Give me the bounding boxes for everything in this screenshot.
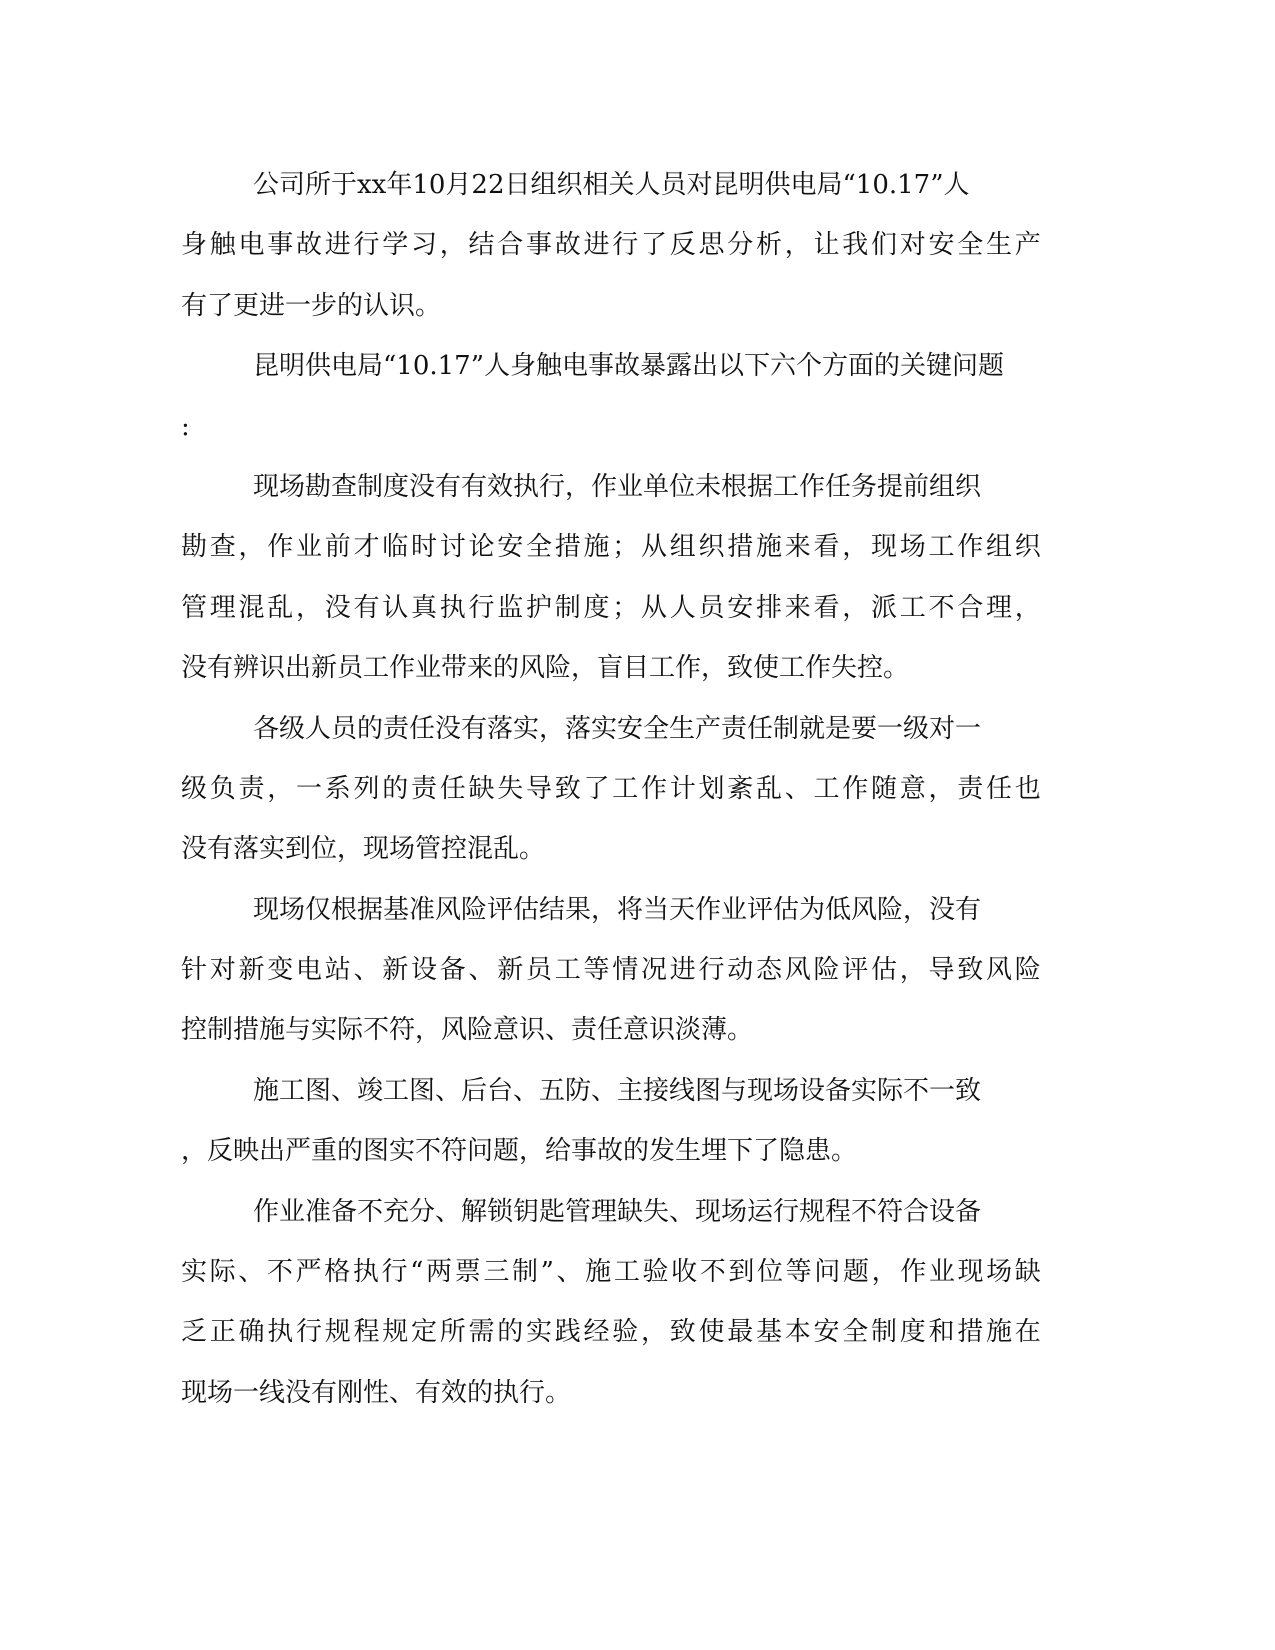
text-line: 有了更进一步的认识。: [181, 290, 442, 321]
text-line: 没有落实到位，现场管控混乱。: [181, 834, 546, 865]
document-body: [181, 155, 1041, 1423]
text-line: 实 际 、 不 严 格 执 行 “ 两 票 三 制 ” 、 施 工 验 收 不 到 位 等 问 题 ， 作 业 现 场 缺: [181, 1257, 1041, 1288]
paragraph: [181, 336, 1041, 457]
text-line: 施工图、竣工图、后台、五防、主接线图与现场设备实际不一致: [253, 1075, 982, 1106]
text-line: 控制措施与实际不符，风险意识、责任意识淡薄。: [181, 1015, 754, 1046]
text-line: 乏 正 确 执 行 规 程 规 定 所 需 的 实 践 经 验 ， 致 使 最 基 本 安 全 制 度 和 措 施 在: [181, 1317, 1041, 1348]
text-line: 各级人员的责任没有落实，落实安全生产责任制就是要一级对一: [253, 713, 982, 744]
text-line: 昆明供电局“10.17”人身触电事故暴露出以下六个方面的关键问题: [253, 351, 1005, 382]
text-line: 现场一线没有刚性、有效的执行。: [181, 1377, 572, 1408]
text-line: 级 负 责 ， 一 系 列 的 责 任 缺 失 导 致 了 工 作 计 划 紊 乱 、 工 作 随 意 ， 责 任 也: [181, 773, 1041, 804]
text-line: :: [181, 411, 190, 442]
paragraph: [181, 1182, 1041, 1424]
paragraph: [181, 699, 1041, 880]
text-line: 作业准备不充分、解锁钥匙管理缺失、现场运行规程不符合设备: [253, 1196, 982, 1227]
paragraph: [181, 880, 1041, 1061]
text-line: 现场勘查制度没有有效执行，作业单位未根据工作任务提前组织: [253, 471, 982, 502]
text-line: 现场仅根据基准风险评估结果，将当天作业评估为低风险，没有: [253, 894, 982, 925]
paragraph: [181, 1061, 1041, 1182]
text-line: 针 对 新 变 电 站 、 新 设 备 、 新 员 工 等 情 况 进 行 动 态 风 险 评 估 ， 导 致 风 险: [181, 955, 1041, 986]
text-line: ，反映出严重的图实不符问题，给事故的发生埋下了隐患。: [181, 1136, 858, 1167]
paragraph: [181, 457, 1041, 699]
text-line: 勘 查 ， 作 业 前 才 临 时 讨 论 安 全 措 施 ； 从 组 织 措 施 来 看 ， 现 场 工 作 组 织: [181, 532, 1041, 563]
text-line: 公司所于xx年10月22日组织相关人员对昆明供电局“10.17”人: [253, 170, 970, 200]
text-line: 没有辨识出新员工作业带来的风险，盲目工作，致使工作失控。: [181, 653, 910, 684]
text-line: 管 理 混 乱 ， 没 有 认 真 执 行 监 护 制 度 ； 从 人 员 安 排 来 看 ， 派 工 不 合 理 ，: [181, 592, 1041, 623]
paragraph: [181, 155, 1041, 336]
text-line: 身 触 电 事 故 进 行 学 习 ， 结 合 事 故 进 行 了 反 思 分 析 ， 让 我 们 对 安 全 生 产: [181, 230, 1041, 261]
